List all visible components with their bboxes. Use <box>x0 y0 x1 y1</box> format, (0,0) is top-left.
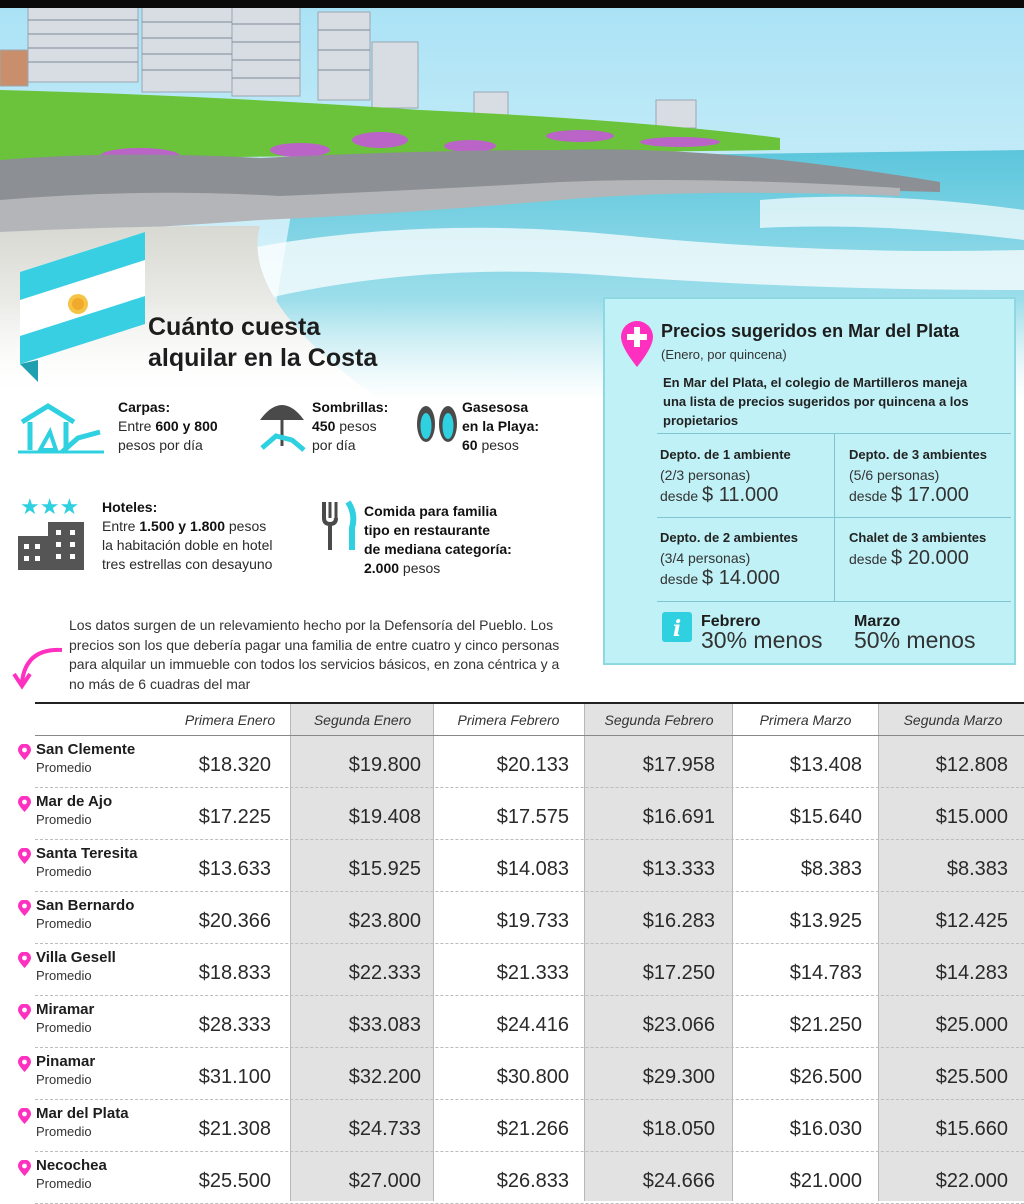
price-cell: $14.283 <box>935 962 1008 984</box>
carpas-info <box>118 398 218 455</box>
city-name: Pinamar <box>36 1053 96 1070</box>
panel-description: En Mar del Plata, el colegio de Martilleros maneja una lista de precios sugeridos por quincena a los propietarios <box>663 375 969 428</box>
column-header: Primera Febrero <box>457 712 560 728</box>
price-cell: $13.333 <box>642 858 715 880</box>
price-cell: $14.783 <box>789 962 862 984</box>
beach-tent-icon <box>18 402 104 461</box>
sombrillas-label: Sombrillas: <box>312 399 389 415</box>
price-cell: $12.425 <box>935 910 1008 932</box>
map-pin-icon <box>18 1108 31 1130</box>
mar-del-plata-panel <box>603 297 1016 665</box>
price-card-title: Depto. de 3 ambientes <box>849 447 987 462</box>
carpas-price: 600 y 800 <box>155 418 218 434</box>
panel-title: Precios sugeridos en Mar del Plata <box>661 321 960 341</box>
comida-price: 2.000 <box>364 560 400 576</box>
price-cell: $13.408 <box>789 754 862 776</box>
price-cell: $25.500 <box>935 1066 1008 1088</box>
price-cell: $26.833 <box>496 1170 569 1192</box>
city-name: San Clemente <box>36 741 136 758</box>
table-row <box>35 840 1024 892</box>
price-cell: $21.266 <box>496 1118 569 1140</box>
comida-info <box>364 502 512 578</box>
panel-divider <box>657 601 1011 602</box>
city-name: San Bernardo <box>36 897 135 914</box>
discount-month: Febrero <box>701 613 761 630</box>
price-card <box>849 445 987 506</box>
argentina-flag-icon <box>20 232 150 387</box>
column-header: Segunda Enero <box>313 712 412 728</box>
city-subtitle: Promedio <box>36 1176 92 1191</box>
city-subtitle: Promedio <box>36 760 92 775</box>
price-cell: $17.225 <box>198 806 271 828</box>
price-cell: $20.133 <box>496 754 569 776</box>
map-pin-icon <box>18 1056 31 1078</box>
price-card-people: (2/3 personas) <box>660 467 751 483</box>
price-card-people: (3/4 personas) <box>660 550 751 566</box>
price-card-desde: desde <box>660 571 699 587</box>
price-card-price: $ 20.000 <box>891 547 969 569</box>
hoteles-mid: pesos <box>225 518 267 534</box>
city-name: Mar de Ajo <box>36 793 113 810</box>
map-pin-icon <box>18 744 31 766</box>
map-pin-icon <box>18 1004 31 1026</box>
price-cell: $27.000 <box>348 1170 421 1192</box>
svg-text:i: i <box>672 616 682 642</box>
gasesosa-line2: en la Playa: <box>462 418 540 434</box>
column-header: Segunda Marzo <box>903 712 1003 728</box>
price-cell: $25.500 <box>198 1170 271 1192</box>
panel-subtitle: (Enero, por quincena) <box>661 347 787 362</box>
panel-divider <box>657 517 1011 518</box>
hoteles-label: Hoteles: <box>102 499 158 515</box>
price-cell: $21.000 <box>789 1170 862 1192</box>
comida-post: pesos <box>399 560 441 576</box>
price-cell: $16.691 <box>642 806 715 828</box>
hoteles-line4: tres estrellas con desayuno <box>102 556 273 572</box>
price-cell: $23.066 <box>642 1014 715 1036</box>
price-cell: $17.250 <box>642 962 715 984</box>
discount-value: 50% menos <box>854 627 976 653</box>
city-subtitle: Promedio <box>36 1020 92 1035</box>
price-cell: $29.300 <box>642 1066 715 1088</box>
price-card-title: Depto. de 2 ambientes <box>660 530 798 545</box>
table-row <box>35 1048 1024 1100</box>
city-name: Villa Gesell <box>36 949 116 966</box>
column-header: Primera Marzo <box>759 712 852 728</box>
city-subtitle: Promedio <box>36 864 92 879</box>
column-header: Segunda Febrero <box>604 712 714 728</box>
price-cell: $16.283 <box>642 910 715 932</box>
page-title <box>148 312 377 374</box>
price-card-desde: desde <box>849 488 888 504</box>
gasesosa-post: pesos <box>477 437 519 453</box>
carpas-label: Carpas: <box>118 399 171 415</box>
gasesosa-info <box>462 398 539 455</box>
price-card-price: $ 14.000 <box>702 567 780 589</box>
hotel-stars-icon <box>18 496 88 577</box>
city-subtitle: Promedio <box>36 916 92 931</box>
hoteles-info <box>102 498 272 574</box>
comida-line3: de mediana categoría: <box>364 541 512 557</box>
hoteles-price: 1.500 y 1.800 <box>139 518 225 534</box>
price-cell: $26.500 <box>789 1066 862 1088</box>
price-cell: $32.200 <box>348 1066 421 1088</box>
table-row <box>35 1152 1024 1204</box>
price-card-desde: desde <box>849 551 888 567</box>
price-card-price: $ 11.000 <box>702 484 779 506</box>
price-card-title: Depto. de 1 ambiente <box>660 447 791 462</box>
table-top-border <box>35 702 1024 704</box>
price-cell: $23.800 <box>348 910 421 932</box>
hoteles-line3: la habitación doble en hotel <box>102 537 273 553</box>
price-cell: $30.800 <box>496 1066 569 1088</box>
price-cell: $21.308 <box>198 1118 271 1140</box>
price-cell: $19.733 <box>496 910 569 932</box>
gasesosa-label: Gasesosa <box>462 399 529 415</box>
price-cell: $21.333 <box>496 962 569 984</box>
map-pin-icon <box>18 952 31 974</box>
price-cell: $31.100 <box>198 1066 271 1088</box>
table-row <box>35 892 1024 944</box>
price-cell: $8.383 <box>946 858 1008 880</box>
table-row <box>35 736 1024 788</box>
map-pin-icon <box>18 900 31 922</box>
price-card-title: Chalet de 3 ambientes <box>849 530 987 545</box>
discount-month: Marzo <box>854 613 901 630</box>
sombrillas-post: por día <box>312 437 356 453</box>
table-row <box>35 944 1024 996</box>
carpas-pre: Entre <box>118 418 156 434</box>
title-line-2: alquilar en la Costa <box>148 344 378 372</box>
curved-arrow-icon <box>12 644 64 695</box>
price-cell: $15.640 <box>789 806 862 828</box>
map-pin-icon <box>18 1160 31 1182</box>
price-cell: $17.958 <box>642 754 715 776</box>
price-card-price: $ 17.000 <box>891 484 969 506</box>
city-subtitle: Promedio <box>36 812 92 827</box>
svg-text:★★★: ★★★ <box>20 496 80 520</box>
map-pin-icon <box>18 848 31 870</box>
price-cell: $24.416 <box>496 1014 569 1036</box>
price-cell: $33.083 <box>348 1014 421 1036</box>
discount-value: 30% menos <box>701 627 823 653</box>
price-cell: $13.633 <box>198 858 271 880</box>
city-name: Necochea <box>36 1157 107 1174</box>
carpas-post: pesos por día <box>118 437 203 453</box>
sombrillas-info <box>312 398 388 455</box>
price-cell: $18.833 <box>198 962 271 984</box>
title-line-1: Cuánto cuesta <box>148 313 321 341</box>
price-cell: $25.000 <box>935 1014 1008 1036</box>
city-subtitle: Promedio <box>36 1072 92 1087</box>
price-cell: $20.366 <box>198 910 271 932</box>
flip-flops-icon <box>414 396 460 451</box>
price-card-people: (5/6 personas) <box>849 467 940 483</box>
sombrillas-mid: pesos <box>335 418 377 434</box>
table-row <box>35 1100 1024 1152</box>
beach-umbrella-icon <box>258 396 308 461</box>
city-name: Mar del Plata <box>36 1105 129 1122</box>
price-card <box>849 528 986 569</box>
price-cell: $12.808 <box>935 754 1008 776</box>
comida-line2: tipo en restaurante <box>364 522 491 538</box>
sombrillas-price: 450 <box>312 418 336 434</box>
price-cell: $14.083 <box>496 858 569 880</box>
map-pin-icon <box>619 319 655 374</box>
price-cell: $21.250 <box>789 1014 862 1036</box>
price-cell: $28.333 <box>198 1014 271 1036</box>
city-subtitle: Promedio <box>36 1124 92 1139</box>
price-cell: $15.000 <box>935 806 1008 828</box>
map-pin-icon <box>18 796 31 818</box>
comida-line1: Comida para familia <box>364 503 498 519</box>
price-cell: $13.925 <box>789 910 862 932</box>
city-name: Miramar <box>36 1001 95 1018</box>
info-icon <box>662 612 692 647</box>
hoteles-pre: Entre <box>102 518 140 534</box>
price-cell: $24.666 <box>642 1170 715 1192</box>
price-cell: $17.575 <box>496 806 569 828</box>
city-subtitle: Promedio <box>36 968 92 983</box>
discount-march <box>854 612 976 653</box>
city-name: Santa Teresita <box>36 845 138 862</box>
price-cell: $8.383 <box>800 858 862 880</box>
price-cell: $19.408 <box>348 806 421 828</box>
price-cell: $22.333 <box>348 962 421 984</box>
price-cell: $22.000 <box>935 1170 1008 1192</box>
source-note: Los datos surgen de un relevamiento hecho por la Defensoría del Pueblo. Los precios son los que debería pagar una familia de entre cuatro y cinco personas para alquilar un immueble con todos los servicios básicos, en zona céntrica y a no más de 6 cuadras del mar <box>69 617 560 692</box>
table-row <box>35 788 1024 840</box>
price-cell: $15.925 <box>348 858 421 880</box>
price-cell: $24.733 <box>348 1118 421 1140</box>
price-cell: $19.800 <box>348 754 421 776</box>
price-cell: $18.320 <box>198 754 271 776</box>
price-card <box>660 445 791 506</box>
price-cell: $15.660 <box>935 1118 1008 1140</box>
discount-februrary <box>701 612 823 653</box>
price-card <box>660 528 798 589</box>
price-cell: $18.050 <box>642 1118 715 1140</box>
price-card-desde: desde <box>660 488 699 504</box>
table-row <box>35 996 1024 1048</box>
fork-knife-icon <box>320 500 360 557</box>
price-cell: $16.030 <box>789 1118 862 1140</box>
column-header: Primera Enero <box>184 712 276 728</box>
gasesosa-price: 60 <box>462 437 478 453</box>
top-border <box>0 0 1024 8</box>
